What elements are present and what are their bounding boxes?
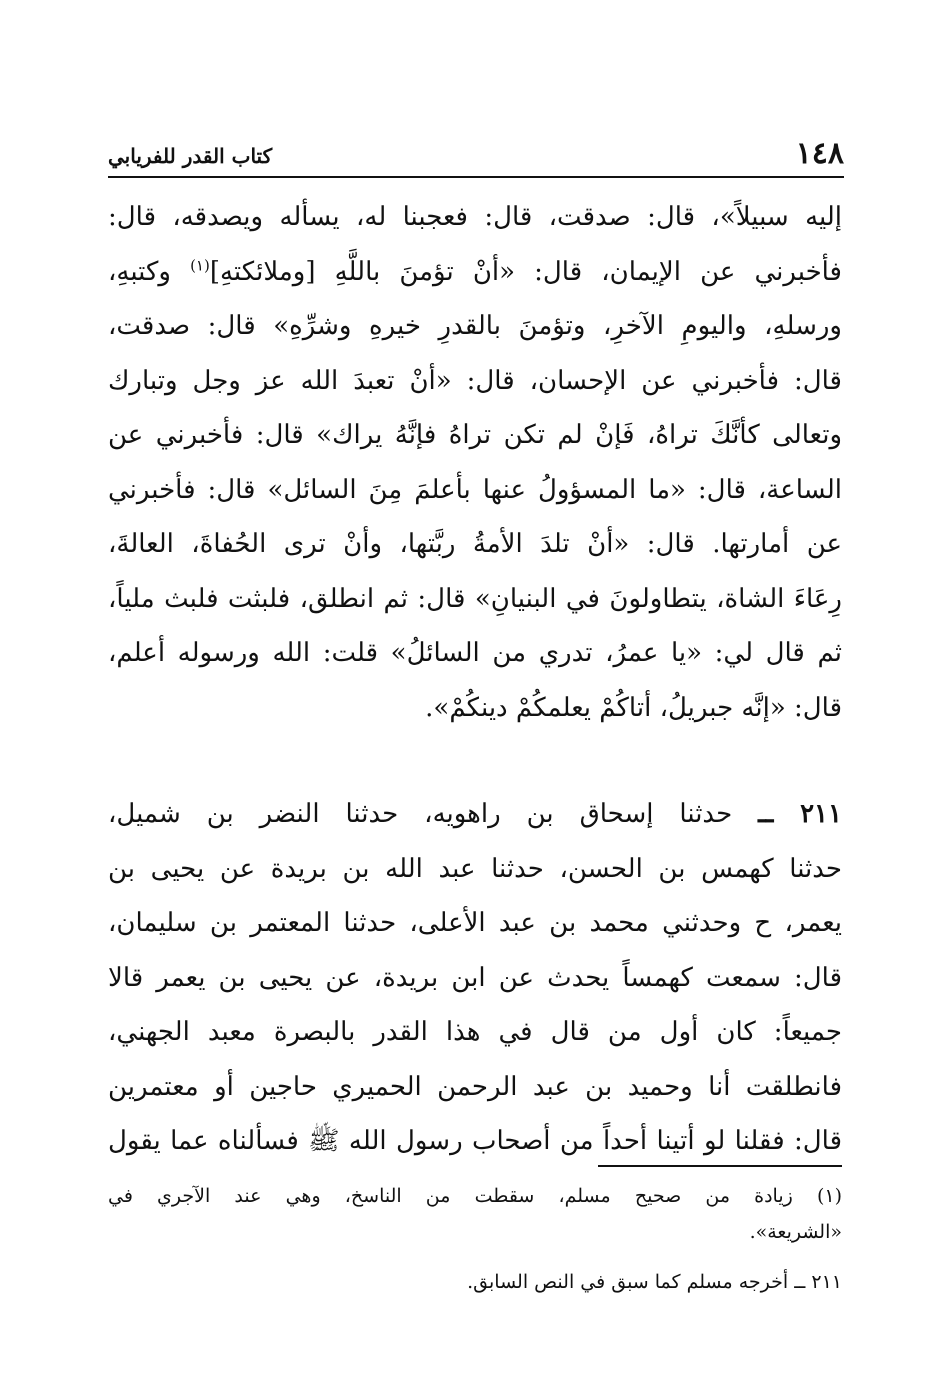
text-line: فانطلقت أنا وحميد بن عبد الرحمن الحميري حاجين أو معتمرين <box>108 1071 842 1102</box>
text-segment: فأخبرني عن الإيمان، قال: «أنْ تؤمنَ باللَّهِ [وملائكتهِ] <box>209 256 842 287</box>
text-line: ورسلهِ، واليومِ الآخرِ، وتؤمنَ بالقدرِ خيرهِ وشرِّهِ» قال: صدقت، <box>108 311 842 341</box>
text-line: قال: «إنَّه جبريلُ، أتاكُمْ يعلمكُمْ دينكُمْ». <box>425 692 842 723</box>
text-line: ثم قال لي: «يا عمرُ، تدري من السائلُ» قلت: الله ورسوله أعلم، <box>108 638 842 668</box>
main-text <box>108 190 842 1169</box>
running-title: كتاب القدر للفريابي <box>108 144 273 168</box>
page-header <box>108 128 844 178</box>
footnote-1-line: (١) زيادة من صحيح مسلم، سقطت من الناسخ، وهي عند الآجري في <box>108 1185 842 1207</box>
text-segment: وكتبهِ، <box>108 256 191 287</box>
footnotes <box>108 1178 842 1300</box>
footnote-gap <box>108 1250 842 1264</box>
text-line: قال: فأخبرني عن الإحسان، قال: «أنْ تعبدَ الله عز وجل وتبارك <box>108 365 842 396</box>
paragraph-continuation <box>108 190 842 735</box>
hadith-number: ٢١١ ــ <box>758 799 842 829</box>
text-line: إليه سبيلاً»، قال: صدقت، قال: فعجبنا له، يسأله ويصدقه، قال: <box>108 202 842 232</box>
text-segment: حدثنا إسحاق بن راهويه، حدثنا النضر بن شميل، <box>108 799 733 829</box>
text-line: قال: فقلنا لو أتينا أحداً من أصحاب رسول الله ﷺ فسألناه عما يقول <box>108 1126 842 1156</box>
footnote-211: ٢١١ ــ أخرجه مسلم كما سبق في النص السابق. <box>467 1271 842 1293</box>
text-line: عن أمارتها. قال: «أنْ تلدَ الأمةُ ربَّتها، وأنْ ترى الحُفاةَ، العالةَ، <box>108 529 842 559</box>
text-line: وتعالى كأنَّكَ تراهُ، فَإنْ لم تكن تراهُ فإنَّهُ يراك» قال: فأخبرني عن <box>108 420 842 450</box>
text-line-hadith-start <box>108 787 842 842</box>
paragraph-gap <box>108 735 842 787</box>
footnote-separator <box>598 1165 842 1167</box>
hadith-211 <box>108 787 842 1169</box>
text-line: رِعَاءَ الشاة، يتطاولونَ في البنيانِ» قال: ثم انطلق، فلبثت فلبث ملياً، <box>108 583 842 614</box>
text-line-with-footnote-ref <box>108 245 842 300</box>
text-line: قال: سمعت كهمساً يحدث عن ابن بريدة، عن يحيى بن يعمر قالا <box>108 962 842 993</box>
text-line: جميعاً: كان أول من قال في هذا القدر بالبصرة معبد الجهني، <box>108 1017 842 1047</box>
page-number: ١٤٨ <box>795 136 844 171</box>
text-line: الساعة، قال: «ما المسؤولُ عنها بأعلمَ مِنَ السائل» قال: فأخبرني <box>108 474 842 505</box>
text-line: يعمر، ح وحدثني محمد بن عبد الأعلى، حدثنا المعتمر بن سليمان، <box>108 908 842 938</box>
text-line: حدثنا كهمس بن الحسن، حدثنا عبد الله بن بريدة عن يحيى بن <box>108 853 842 884</box>
footnote-1-line: «الشريعة». <box>749 1221 842 1243</box>
footnote-ref: (١) <box>190 255 210 274</box>
